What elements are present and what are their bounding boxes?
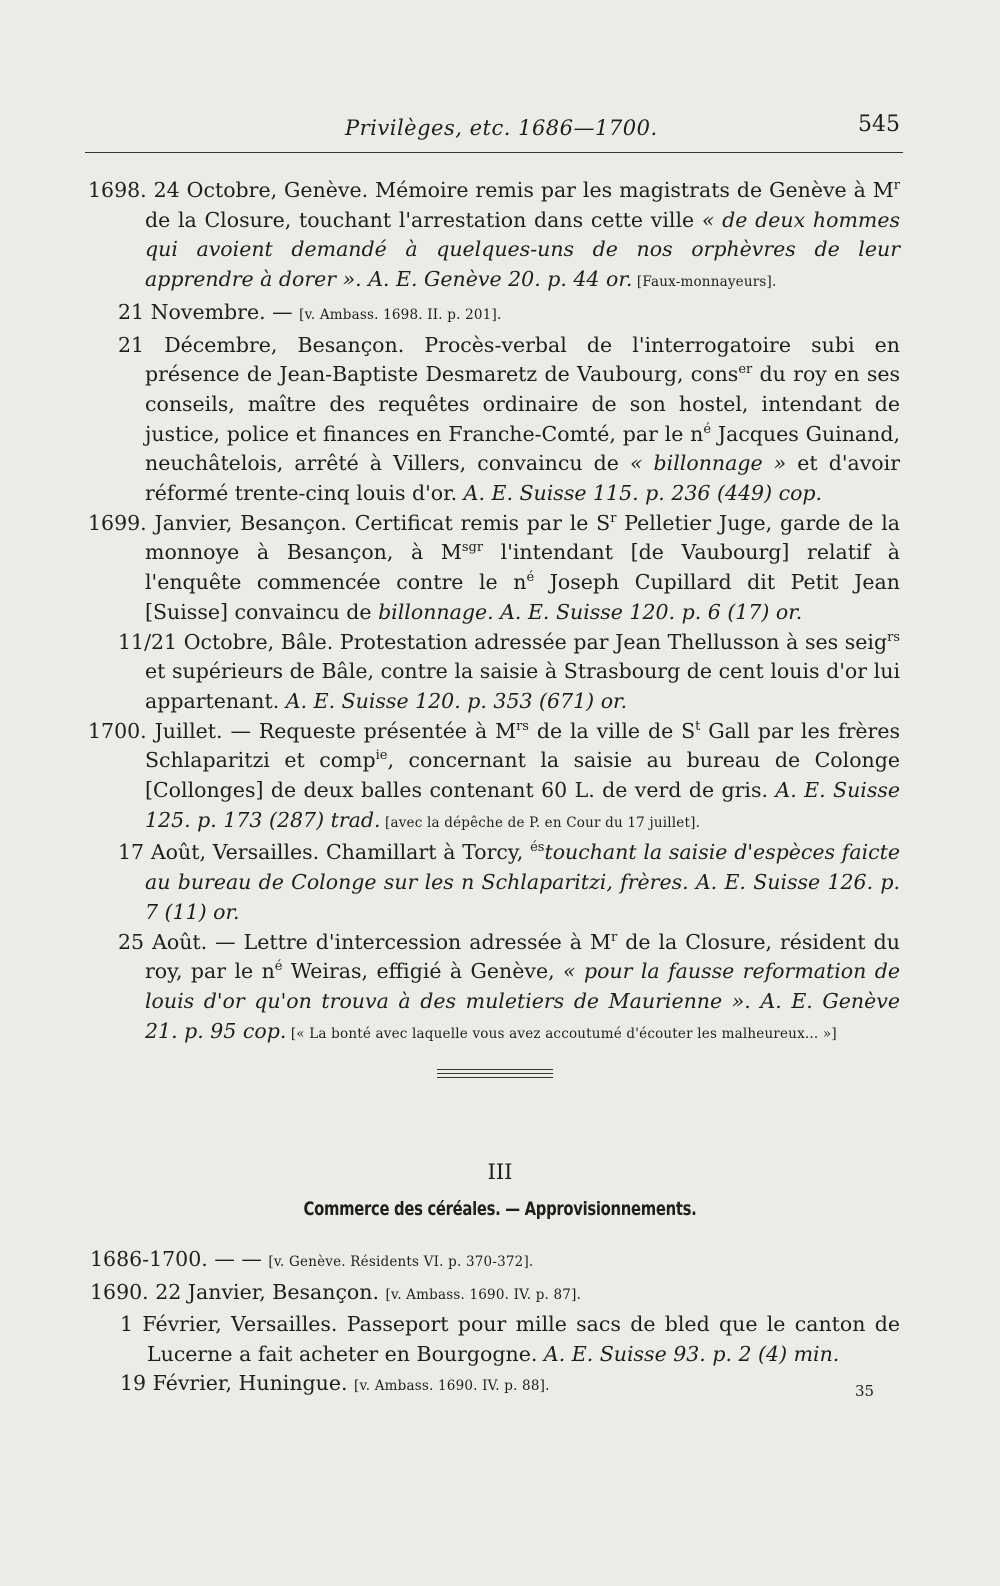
entry-rest3: Jacques Guinand, neuchâtelois, arrêté à Villers, convaincu de	[145, 421, 900, 476]
entry	[88, 509, 900, 628]
entry-rest4: , concernant la saisie au bureau de Colonge [Collonges] de deux balles contenant 60 L. de verd de gris.	[145, 748, 900, 803]
entry-rest: Janvier, Besançon. Certificat remis par le S	[146, 510, 611, 535]
entry-rest: 19 Février, Huningue.	[120, 1371, 355, 1395]
entry-rest: 24 Octobre, Genève. Mémoire remis par les magistrats de Genève à M	[146, 178, 894, 202]
entry-ital2: A. E. Suisse 93. p. 2 (4) min.	[543, 1341, 840, 1366]
entry-small: [avec la dépêche de P. en Cour du 17 juillet].	[380, 814, 701, 831]
entry-rest2: et supérieurs de Bâle, contre la saisie à Strasbourg de cent louis d'or lui appartenant.	[145, 659, 900, 713]
entry-lead: 1700.	[88, 718, 147, 743]
entry-sup1: rs	[887, 629, 900, 645]
entry-ital2: Schlaparitzi, frères. A. E. Suisse 126. p. 7 (11) or.	[145, 870, 901, 924]
entry	[90, 1310, 900, 1369]
entry-rest2: du roy en ses conseils, maître des requêtes ordinaire de son hostel, intendant de justice, police et finances en Franche-Comté, par le n	[145, 362, 900, 446]
entry-rest: — —	[207, 1247, 269, 1271]
entry-ital: « pour la fausse reformation de louis d'or qu'on trouva à des muletiers de Maurienne ».	[145, 959, 900, 1013]
entry-sup1: r	[610, 510, 617, 526]
entry-sup1: er	[738, 362, 753, 378]
entry	[88, 331, 900, 509]
entry-small: [v. Ambass. 1690. IV. p. 87].	[385, 1286, 582, 1303]
entry-sup2: é	[274, 959, 283, 975]
section-separator	[437, 1069, 553, 1081]
entry-ital2: A. E. Suisse 120. p. 353 (671) or.	[285, 688, 628, 713]
entry-sup1: r	[611, 929, 618, 945]
entry	[88, 717, 900, 839]
entry	[88, 298, 900, 331]
entry-rest: Juillet. — Requeste présentée à M	[146, 718, 517, 743]
entry-sup1: r	[893, 178, 900, 194]
entry-sup3: é	[526, 570, 535, 586]
entry-sup3: ie	[375, 748, 388, 764]
entry-rest2: Pelletier Juge, garde de la monnoye à Besançon, à M	[145, 510, 901, 565]
entry-small: [Faux-monnayeurs].	[632, 274, 777, 291]
entry-ital: « billonnage »	[629, 451, 787, 476]
entry-ital2: A. E. Suisse 125. p. 173 (287) trad.	[145, 778, 901, 832]
entry-small: [« La bonté avec laquelle vous avez accoutumé d'écouter les malheureux... »]	[286, 1025, 837, 1042]
entry-rest: 17 Août, Versailles. Chamillart à Torcy,	[118, 840, 531, 865]
entry-rest2: de la Closure, touchant l'arrestation dans cette ville	[145, 207, 702, 232]
entry-rest: 22 Janvier, Besançon.	[148, 1279, 386, 1304]
entry-rest2: de la ville de S	[528, 718, 696, 743]
entry-sup2: t	[695, 718, 701, 734]
page-number: 545	[858, 112, 900, 137]
entry-lead: 1686-1700.	[90, 1247, 208, 1271]
entry-rest2: de la Closure, résident du roy, par le n	[145, 929, 900, 984]
entry-ital2: A. E. Genève 21. p. 95 cop.	[145, 988, 900, 1043]
entry-ital: touchant la saisie d'espèces faicte au bureau de Colonge sur les n	[145, 840, 900, 895]
entry-rest3: l'intendant [de Vaubourg] relatif à l'enquête commencée contre le n	[145, 540, 900, 595]
entry	[88, 176, 900, 298]
entry	[88, 928, 900, 1050]
entry-sup2: é	[703, 421, 712, 437]
entry-rest4: Joseph Cupillard dit Petit Jean [Suisse] convaincu de	[145, 570, 900, 624]
signature-mark: 35	[855, 1382, 875, 1400]
entry-rest3: Gall par les frères Schlaparitzi et comp	[145, 718, 900, 773]
section-title: Commerce des céréales. — Approvisionnements.	[303, 1198, 697, 1220]
entry-rest: 25 Août. — Lettre d'intercession adressée à M	[118, 929, 611, 954]
entry-small: [v. Genève. Résidents VI. p. 370-372].	[268, 1254, 534, 1270]
header-rule	[85, 152, 903, 153]
entry-lead: 1699.	[88, 510, 147, 535]
section-number: III	[487, 1160, 513, 1184]
entry-lead: 1698.	[88, 178, 147, 202]
entry	[90, 1369, 900, 1402]
entry-sup1: és	[530, 840, 545, 856]
entry-rest: 21 Novembre. —	[118, 299, 300, 324]
entry-small: [v. Ambass. 1698. II. p. 201].	[299, 306, 502, 323]
entry-rest: 11/21 Octobre, Bâle. Protestation adressée par Jean Thellusson à ses seig	[118, 629, 888, 654]
entry-sup2: sgr	[461, 540, 484, 556]
entry-ital2: A. E. Suisse 115. p. 236 (449) cop.	[463, 481, 823, 506]
entry	[88, 838, 900, 927]
entry-sup1: rs	[516, 718, 529, 734]
entries-list	[88, 176, 900, 1049]
entry-ital2: billonnage. A. E. Suisse 120. p. 6 (17) or.	[378, 599, 803, 624]
entry	[90, 1278, 900, 1311]
entries-list-2	[90, 1245, 900, 1402]
entry	[88, 628, 900, 717]
entry-rest: 21 Décembre, Besançon. Procès-verbal de l'interrogatoire subi en présence de Jean-Baptiste Desmaretz de Vaubourg, cons	[118, 332, 900, 387]
entry	[90, 1245, 900, 1278]
entry-rest: 1 Février, Versailles. Passeport pour mille sacs de bled que le canton de Lucerne a fait acheter en Bourgogne.	[120, 1312, 900, 1366]
entry-lead: 1690.	[90, 1279, 149, 1304]
entry-rest3: Weiras, effigié à Genève,	[282, 959, 564, 984]
running-header-title: Privilèges, etc. 1686—1700.	[345, 116, 658, 140]
entry-ital: « de deux hommes qui avoient demandé à quelques-uns de nos orphèvres de leur apprendre à dorer ». A. E. Genève 20. p. 44 or.	[145, 207, 900, 292]
entry-small: [v. Ambass. 1690. IV. p. 88].	[354, 1378, 550, 1394]
entry-rest4: et d'avoir réformé trente-cinq louis d'or.	[145, 451, 900, 506]
